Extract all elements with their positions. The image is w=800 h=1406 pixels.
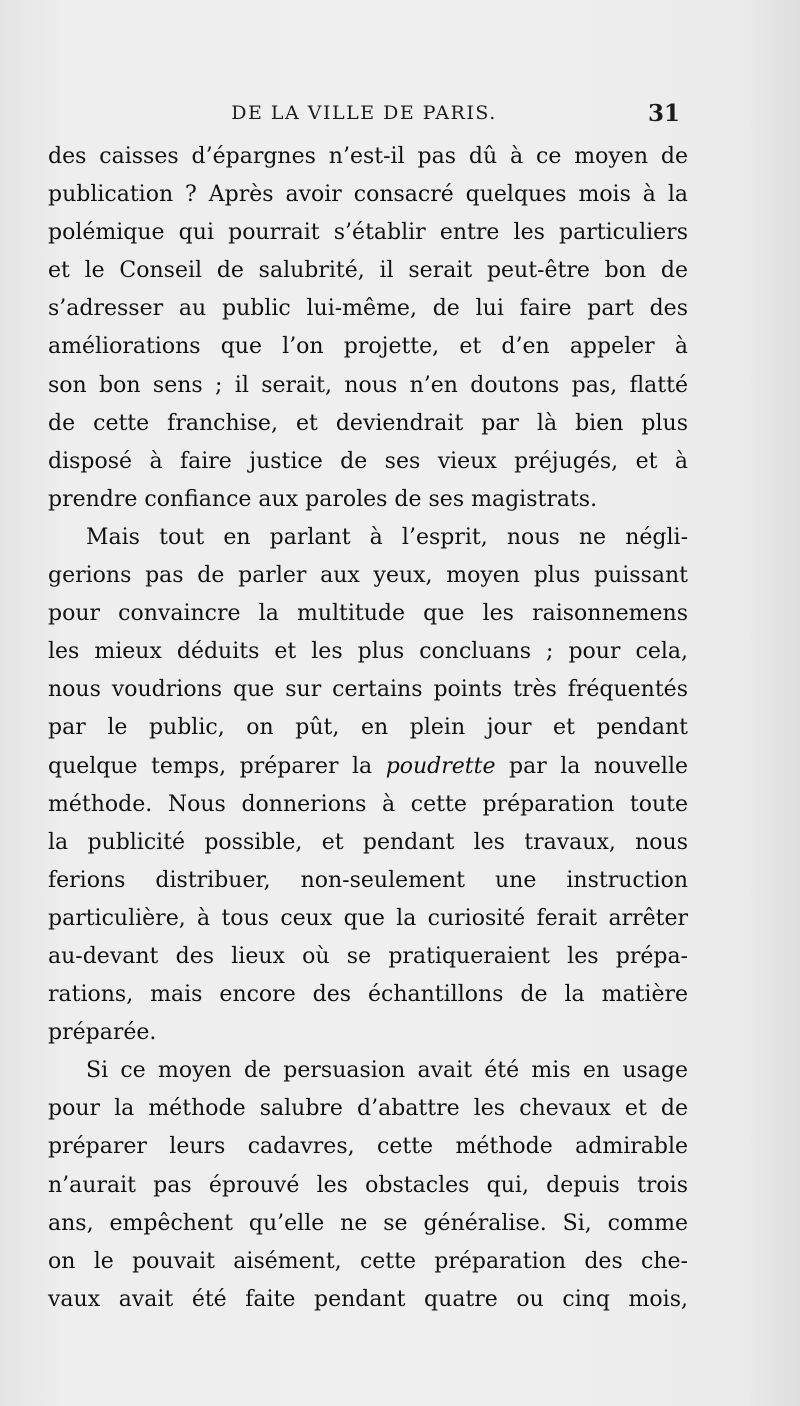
paragraph-1 [48, 138, 688, 519]
text-line: Mais tout en parlant à l’esprit, nous ne négli- [86, 524, 688, 550]
page-header [48, 98, 680, 138]
text-line: préparée. [48, 1020, 157, 1046]
text-line: ans, empêchent qu’elle ne se généralise. Si, comme [48, 1210, 688, 1236]
text-line: nous voudrions que sur certains points très fréquentés [48, 677, 688, 703]
text-line: des caisses d’épargnes n’est-il pas dû à ce moyen de [48, 144, 688, 169]
text-line: vaux avait été faite pendant quatre ou cinq mois, [48, 1286, 688, 1312]
text-line-with-italic [48, 748, 688, 786]
text-line: ferions distribuer, non-seulement une instruction [48, 867, 688, 893]
text-line: publication ? Après avoir consacré quelques mois à la [48, 182, 688, 208]
text-line: préparer leurs cadavres, cette méthode admirable [48, 1134, 688, 1160]
text-line: au-devant des lieux où se pratiqueraient les prépa- [48, 943, 688, 969]
text-line: particulière, à tous ceux que la curiosité ferait arrêter [48, 905, 688, 931]
page-number: 31 [647, 100, 680, 127]
text-line: rations, mais encore des échantillons de la matière [48, 982, 688, 1008]
text-line: son bon sens ; il serait, nous n’en doutons pas, flatté [48, 372, 688, 398]
running-title: DE LA VILLE DE PARIS. [231, 102, 497, 124]
text-line: améliorations que l’on projette, et d’en appeler à [48, 334, 688, 360]
text-line: polémique qui pourrait s’établir entre les particuliers [48, 220, 688, 246]
text-line: gerions pas de parler aux yeux, moyen plus puissant [48, 563, 688, 589]
text-segment: quelque temps, préparer la [48, 753, 373, 779]
text-line: et le Conseil de salubrité, il serait peut-être bon de [48, 258, 688, 284]
text-line: méthode. Nous donnerions à cette préparation toute [48, 791, 688, 817]
text-line: prendre confiance aux paroles de ses magistrats. [48, 486, 598, 512]
paragraph-3 [48, 1052, 688, 1319]
italic-term: poudrette [385, 753, 496, 779]
text-line: on le pouvait aisément, cette préparation des che- [48, 1248, 688, 1274]
body-text [48, 138, 688, 1319]
text-line: n’aurait pas éprouvé les obstacles qui, depuis trois [48, 1172, 688, 1198]
text-line: les mieux déduits et les plus concluans ; pour cela, [48, 639, 688, 665]
text-line: pour la méthode salubre d’abattre les chevaux et de [48, 1096, 688, 1122]
text-line: par le public, on pût, en plein jour et pendant [48, 715, 688, 741]
paragraph-2 [48, 519, 688, 1052]
text-line: de cette franchise, et deviendrait par là bien plus [48, 410, 688, 436]
text-line: Si ce moyen de persuasion avait été mis en usage [86, 1058, 688, 1084]
text-line: s’adresser au public lui-même, de lui faire part des [48, 296, 688, 322]
text-line: la publicité possible, et pendant les travaux, nous [48, 829, 688, 855]
text-segment: par la nouvelle [509, 753, 688, 779]
text-line: disposé à faire justice de ses vieux préjugés, et à [48, 448, 688, 474]
text-line: pour convaincre la multitude que les raisonnemens [48, 601, 688, 627]
